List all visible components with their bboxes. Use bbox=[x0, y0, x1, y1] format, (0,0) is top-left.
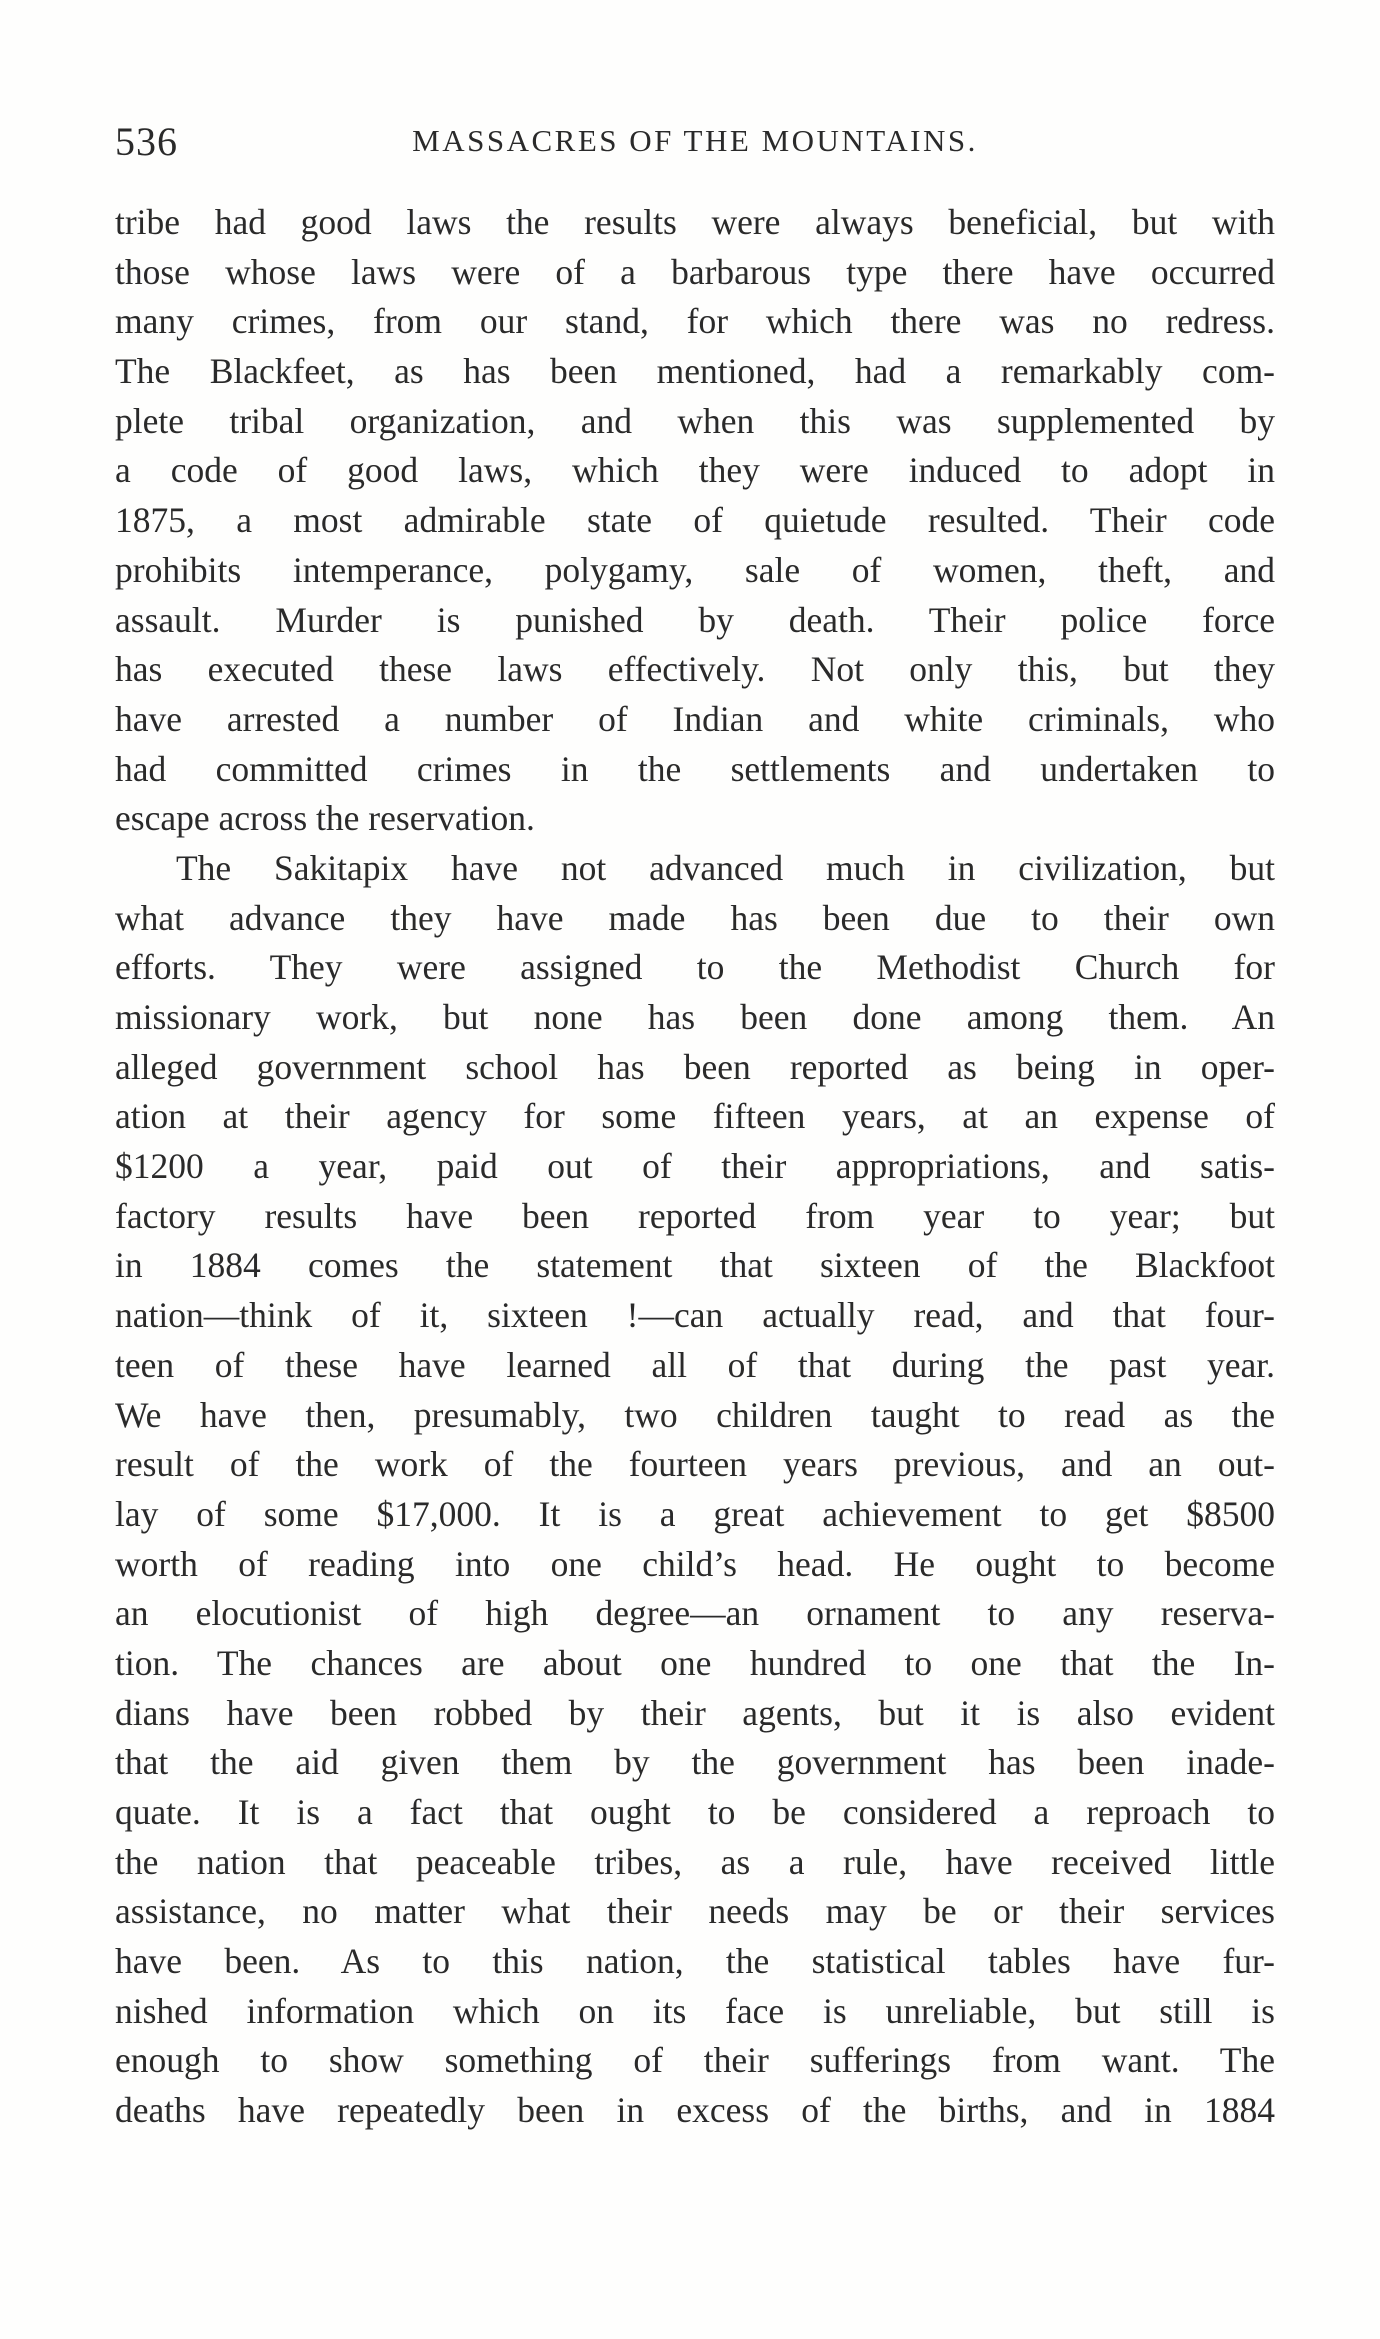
text-line: those whose laws were of a barbarous type there have occurred bbox=[115, 251, 1275, 292]
text-line: result of the work of the fourteen years previous, and an out- bbox=[115, 1444, 1275, 1485]
text-line: tribe had good laws the results were always beneficial, but with bbox=[115, 202, 1275, 242]
text-line: a code of good laws, which they were induced to adopt in bbox=[115, 450, 1275, 491]
text-line: deaths have repeatedly been in excess of the births, and in 1884 bbox=[115, 2090, 1275, 2131]
text-line: lay of some $17,000. It is a great achievement to get $8500 bbox=[115, 1493, 1275, 1534]
text-line: dians have been robbed by their agents, but it is also evident bbox=[115, 1692, 1275, 1733]
text-line: missionary work, but none has been done among them. An bbox=[115, 997, 1275, 1037]
text-line: an elocutionist of high degree—an ornament to any reserva- bbox=[115, 1593, 1275, 1634]
text-line: worth of reading into one child’s head. He ought to become bbox=[115, 1543, 1275, 1584]
text-line: teen of these have learned all of that during the past year. bbox=[115, 1344, 1275, 1385]
text-line: assault. Murder is punished by death. Their police force bbox=[115, 599, 1275, 640]
text-line: have been. As to this nation, the statistical tables have fur- bbox=[115, 1941, 1275, 1982]
text-line: The Blackfeet, as has been mentioned, had a remarkably com- bbox=[115, 351, 1275, 392]
text-line: have arrested a number of Indian and white criminals, who bbox=[115, 698, 1275, 739]
text-line: many crimes, from our stand, for which there was no redress. bbox=[115, 301, 1275, 342]
text-line: nation—think of it, sixteen !—can actually read, and that four- bbox=[115, 1295, 1275, 1336]
text-line: We have then, presumably, two children taught to read as the bbox=[115, 1394, 1275, 1435]
text-line: has executed these laws effectively. Not only this, but they bbox=[115, 649, 1275, 690]
text-line: alleged government school has been reported as being in oper- bbox=[115, 1046, 1275, 1087]
text-line: factory results have been reported from year to year; but bbox=[115, 1195, 1275, 1236]
running-head bbox=[115, 118, 1275, 168]
text-line: enough to show something of their sufferings from want. The bbox=[115, 2040, 1275, 2081]
text-line: had committed crimes in the settlements and undertaken to bbox=[115, 748, 1275, 789]
text-line: 1875, a most admirable state of quietude resulted. Their code bbox=[115, 500, 1275, 541]
text-line: tion. The chances are about one hundred to one that the In- bbox=[115, 1642, 1275, 1683]
text-line: ation at their agency for some fifteen years, at an expense of bbox=[115, 1096, 1275, 1137]
running-title: MASSACRES OF THE MOUNTAINS. bbox=[412, 123, 978, 158]
text-line: efforts. They were assigned to the Methodist Church for bbox=[115, 947, 1275, 988]
text-line: The Sakitapix have not advanced much in civilization, but bbox=[176, 847, 1275, 888]
text-line: the nation that peaceable tribes, as a rule, have received little bbox=[115, 1841, 1275, 1882]
body-text bbox=[115, 198, 1275, 2136]
text-line: that the aid given them by the government has been inade- bbox=[115, 1742, 1275, 1783]
text-line: $1200 a year, paid out of their appropriations, and satis- bbox=[115, 1146, 1275, 1187]
text-line: prohibits intemperance, polygamy, sale of women, theft, and bbox=[115, 549, 1275, 590]
text-line: nished information which on its face is unreliable, but still is bbox=[115, 1990, 1275, 2031]
text-line: escape across the reservation. bbox=[115, 798, 535, 839]
text-line: assistance, no matter what their needs may be or their services bbox=[115, 1891, 1275, 1932]
page-number: 536 bbox=[115, 119, 178, 164]
text-line: plete tribal organization, and when this was supplemented by bbox=[115, 400, 1275, 441]
text-line: in 1884 comes the statement that sixteen of the Blackfoot bbox=[115, 1245, 1275, 1286]
text-line: quate. It is a fact that ought to be considered a reproach to bbox=[115, 1792, 1275, 1832]
text-line: what advance they have made has been due to their own bbox=[115, 897, 1275, 938]
